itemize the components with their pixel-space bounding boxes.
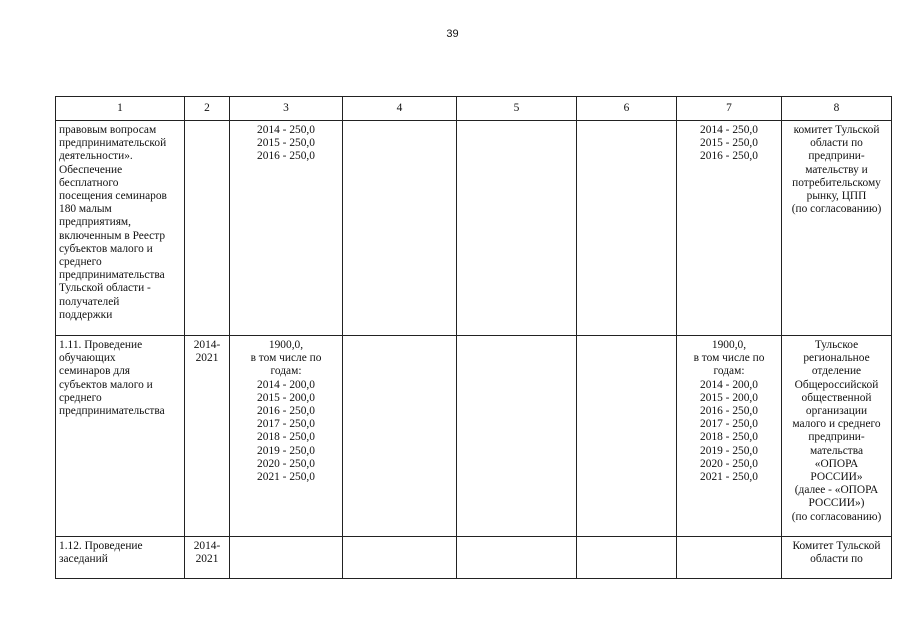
column-header-6: 6 <box>577 97 677 121</box>
cell-line: годам: <box>270 365 302 378</box>
column-header-5: 5 <box>457 97 577 121</box>
cell-line: 2014 - 250,0 <box>257 124 315 136</box>
cell-line: деятельности». <box>59 150 133 163</box>
cell-line: предприни- <box>808 150 865 163</box>
cell-line: 1900,0, <box>268 339 304 351</box>
cell-line: 2018 - 250,0 <box>700 431 758 444</box>
cell-line: организации <box>805 405 868 418</box>
cell-line: (далее - «ОПОРА <box>794 484 879 497</box>
cell-line: 2021 <box>195 352 219 365</box>
cell-col-5 <box>457 537 577 579</box>
cell-line: 2015 - 250,0 <box>700 137 758 150</box>
cell-line: в том числе по <box>250 352 322 365</box>
cell-line: мательства <box>809 444 864 457</box>
cell-line: 180 малым <box>59 203 112 216</box>
cell-funding-source <box>677 336 782 537</box>
cell-line: Общероссийской <box>794 378 879 391</box>
cell-line: 2016 - 250,0 <box>700 405 758 418</box>
cell-line: семинаров для <box>59 365 131 378</box>
table-row <box>56 121 892 336</box>
cell-line: обучающих <box>59 352 116 365</box>
cell-line: комитет Тульской <box>793 124 880 136</box>
cell-measure-name <box>56 336 185 537</box>
cell-line: 2020 - 250,0 <box>257 457 315 470</box>
cell-executor <box>782 537 892 579</box>
table-row <box>56 336 892 537</box>
program-table <box>55 96 892 579</box>
column-header-8: 8 <box>782 97 892 121</box>
cell-period <box>185 537 230 579</box>
cell-funding-source <box>677 537 782 579</box>
cell-measure-name <box>56 537 185 579</box>
cell-line: РОССИИ») <box>808 497 865 510</box>
cell-line: 2017 - 250,0 <box>700 418 758 431</box>
cell-line: в том числе по <box>693 352 765 365</box>
cell-line: субъектов малого и <box>59 242 153 255</box>
cell-line: потребительскому <box>792 176 881 189</box>
cell-col-4 <box>343 121 457 336</box>
cell-period <box>185 121 230 336</box>
cell-col-4 <box>343 537 457 579</box>
cell-line: включенным в Реестр <box>59 229 166 242</box>
cell-line: 2014- <box>193 540 221 552</box>
cell-line: 2014 - 200,0 <box>700 378 758 391</box>
cell-line: субъектов малого и <box>59 378 153 391</box>
cell-col-5 <box>457 121 577 336</box>
cell-executor <box>782 121 892 336</box>
header-row <box>56 97 892 121</box>
cell-line: Тульской области - <box>59 282 151 295</box>
cell-line: 2021 - 250,0 <box>700 471 758 484</box>
cell-funding-total <box>230 121 343 336</box>
cell-line: (по согласованию) <box>791 203 882 216</box>
cell-line: Комитет Тульской <box>792 540 881 552</box>
cell-line: поддержки <box>59 308 113 321</box>
cell-line: рынку, ЦПП <box>806 190 867 203</box>
page-number: 39 <box>446 28 459 40</box>
cell-executor <box>782 336 892 537</box>
cell-line: 2021 - 250,0 <box>257 471 315 484</box>
cell-line: 1.11. Проведение <box>59 339 143 351</box>
cell-line: получателей <box>59 295 120 308</box>
cell-line: 2016 - 250,0 <box>257 150 315 163</box>
cell-period <box>185 336 230 537</box>
cell-line: среднего <box>59 391 102 404</box>
cell-line: области по <box>810 137 863 150</box>
cell-line: 2015 - 200,0 <box>257 391 315 404</box>
cell-line: (по согласованию) <box>791 510 882 523</box>
column-header-2: 2 <box>185 97 230 121</box>
cell-line: 2017 - 250,0 <box>257 418 315 431</box>
cell-line: предпринимательской <box>59 137 167 150</box>
cell-line: 2014 - 250,0 <box>700 124 758 136</box>
cell-line: 1900,0, <box>711 339 747 351</box>
cell-line: 2015 - 250,0 <box>257 137 315 150</box>
cell-col-6 <box>577 537 677 579</box>
cell-line: Обеспечение <box>59 163 123 176</box>
cell-line: региональное <box>803 352 870 365</box>
cell-funding-source <box>677 121 782 336</box>
cell-line: предприни- <box>808 431 865 444</box>
cell-line: малого и среднего <box>792 418 881 431</box>
cell-col-4 <box>343 336 457 537</box>
cell-line: мательству и <box>805 163 868 176</box>
cell-line: предприятиям, <box>59 216 131 229</box>
column-header-3: 3 <box>230 97 343 121</box>
cell-funding-total <box>230 336 343 537</box>
cell-line: 2019 - 250,0 <box>257 444 315 457</box>
cell-line: 2018 - 250,0 <box>257 431 315 444</box>
cell-line: 2015 - 200,0 <box>700 391 758 404</box>
cell-line: бесплатного <box>59 176 119 189</box>
cell-line: общественной <box>801 391 872 404</box>
cell-line: Тульское <box>814 339 859 351</box>
cell-line: правовым вопросам <box>59 124 157 136</box>
column-header-4: 4 <box>343 97 457 121</box>
cell-line: 2016 - 250,0 <box>700 150 758 163</box>
cell-funding-total <box>230 537 343 579</box>
cell-line: 2014- <box>193 339 221 351</box>
cell-line: 2021 <box>195 553 219 566</box>
cell-line: «ОПОРА <box>814 457 859 470</box>
cell-measure-name <box>56 121 185 336</box>
cell-col-5 <box>457 336 577 537</box>
cell-line: 1.12. Проведение <box>59 540 143 552</box>
cell-line: отделение <box>811 365 862 378</box>
column-header-7: 7 <box>677 97 782 121</box>
cell-line: предпринимательства <box>59 269 165 282</box>
cell-line: области по <box>810 553 863 566</box>
cell-line: годам: <box>713 365 745 378</box>
cell-line: 2019 - 250,0 <box>700 444 758 457</box>
table-row <box>56 537 892 579</box>
cell-line: заседаний <box>59 553 108 566</box>
cell-line: 2020 - 250,0 <box>700 457 758 470</box>
column-header-1: 1 <box>56 97 185 121</box>
cell-line: 2014 - 200,0 <box>257 378 315 391</box>
cell-line: 2016 - 250,0 <box>257 405 315 418</box>
cell-line: предпринимательства <box>59 405 165 418</box>
cell-line: среднего <box>59 256 102 269</box>
cell-line: посещения семинаров <box>59 190 167 203</box>
cell-col-6 <box>577 121 677 336</box>
cell-col-6 <box>577 336 677 537</box>
cell-line: РОССИИ» <box>810 471 863 484</box>
